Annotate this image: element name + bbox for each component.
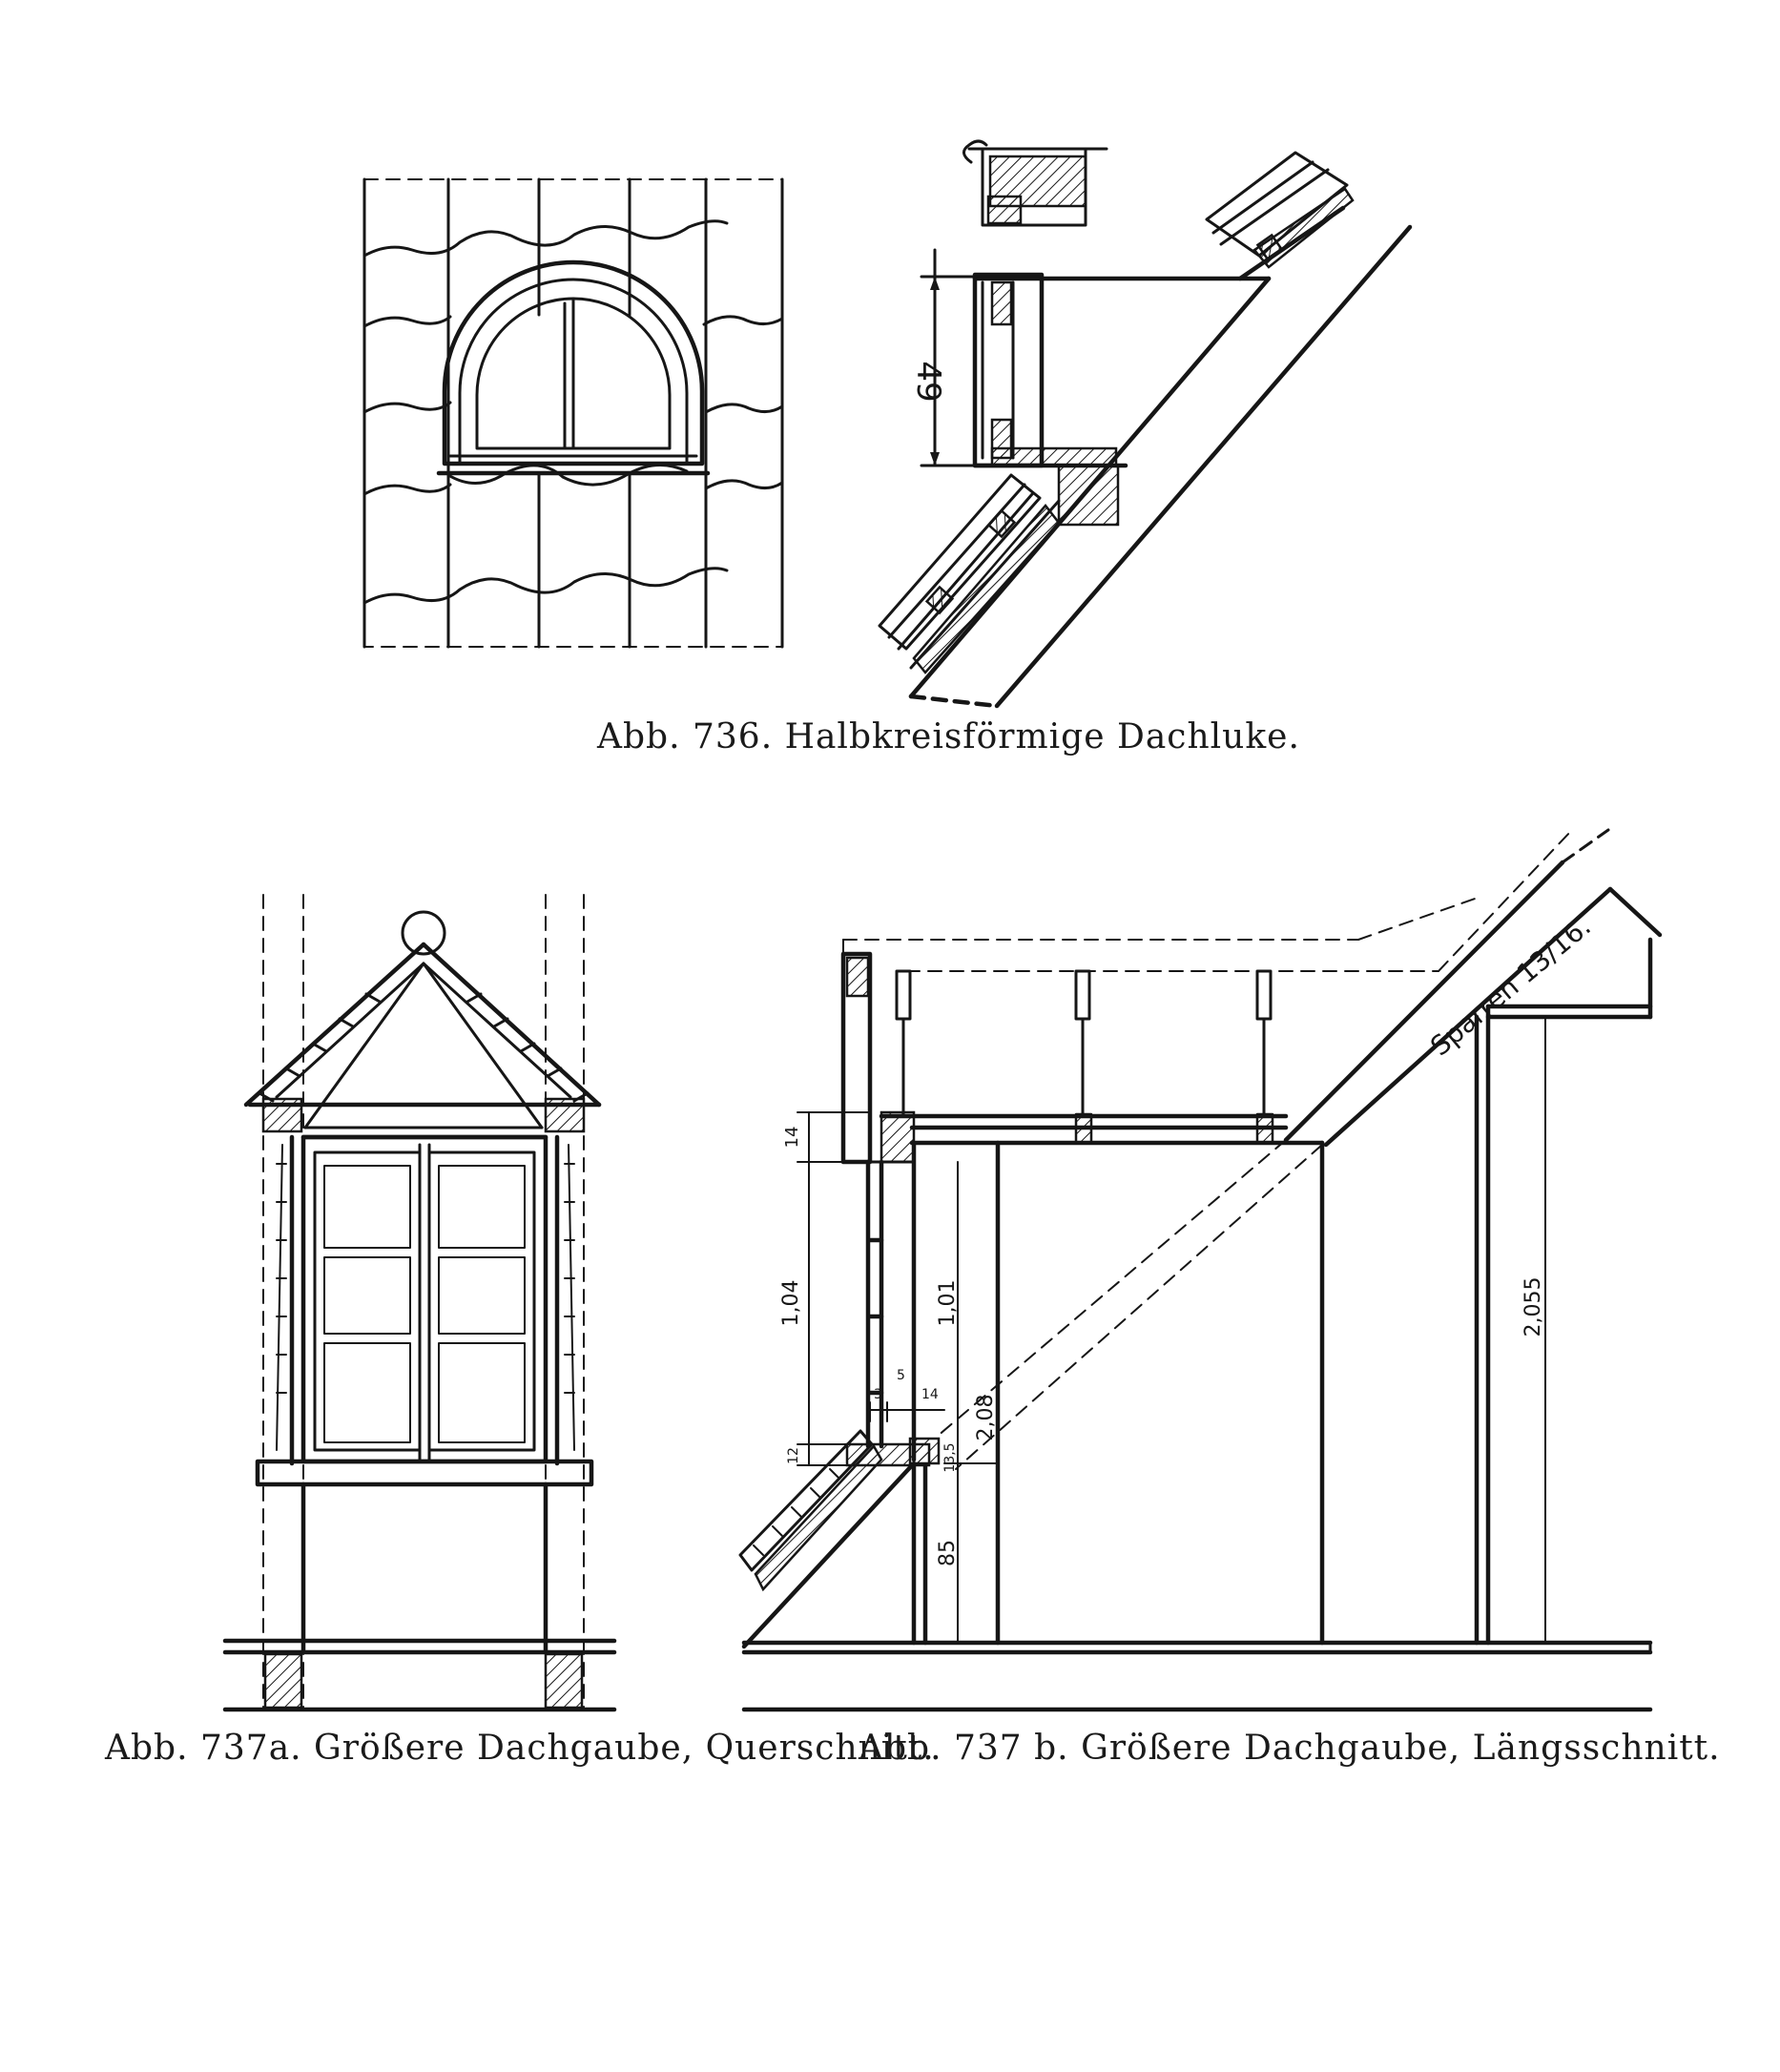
fig737a-cross-section <box>225 895 614 1709</box>
siding-hatch <box>277 1145 574 1450</box>
fig736-section-view <box>880 141 1410 706</box>
guide-lines <box>263 895 584 1709</box>
dimension-lines <box>797 1017 1545 1643</box>
ridge-ring <box>403 912 445 954</box>
dim-1-04: 1,04 <box>779 1279 803 1327</box>
floor-beam <box>225 1641 614 1709</box>
dimension-labels <box>779 1127 1545 1566</box>
fig736-caption: Abb. 736. Halbkreisförmige Dachluke. <box>597 717 1300 756</box>
eave-detail <box>963 141 1107 225</box>
dim-14: 14 <box>782 1126 802 1149</box>
fig737b-long-section <box>740 830 1660 1709</box>
dim-1-01: 1,01 <box>936 1279 960 1327</box>
dim-2-055: 2,055 <box>1521 1276 1545 1337</box>
fig737a-caption: Abb. 737a. Größere Dachgaube, Querschnitt. <box>105 1729 935 1768</box>
upper-roof-tiles <box>1207 153 1353 279</box>
dim-85: 85 <box>936 1540 960 1566</box>
dim-49 <box>921 250 975 466</box>
dim-2-08: 2,08 <box>974 1394 998 1441</box>
knee-wall <box>1322 940 1650 1643</box>
lower-roof-tiles <box>880 475 1059 673</box>
fig737b-caption: Abb. 737 b. Größere Dachgaube, Längsschnitt. <box>859 1729 1721 1768</box>
fig736-front-view <box>364 179 782 647</box>
upper-dashed-outline <box>843 830 1572 973</box>
dim-5: 5 <box>897 1368 905 1383</box>
long-floor <box>744 1643 1650 1709</box>
window-sill <box>258 1461 591 1484</box>
long-rafter <box>1286 830 1660 1145</box>
rafter-label: Sparren 13/16. <box>1424 910 1597 1063</box>
dim-12: 12 <box>786 1447 801 1464</box>
semicircular-window <box>439 262 708 473</box>
dormer-window-sash <box>303 1137 546 1461</box>
dim-49-label: 49 <box>909 361 947 403</box>
dormer-side-walls <box>292 1137 557 1652</box>
dormer-window-frame <box>975 275 1269 525</box>
dim-14b: 14 <box>921 1387 939 1402</box>
ceiling-joist <box>881 1116 1322 1143</box>
dim-3: 3 <box>874 1387 882 1402</box>
dim-13-5: 13,5 <box>942 1442 958 1473</box>
